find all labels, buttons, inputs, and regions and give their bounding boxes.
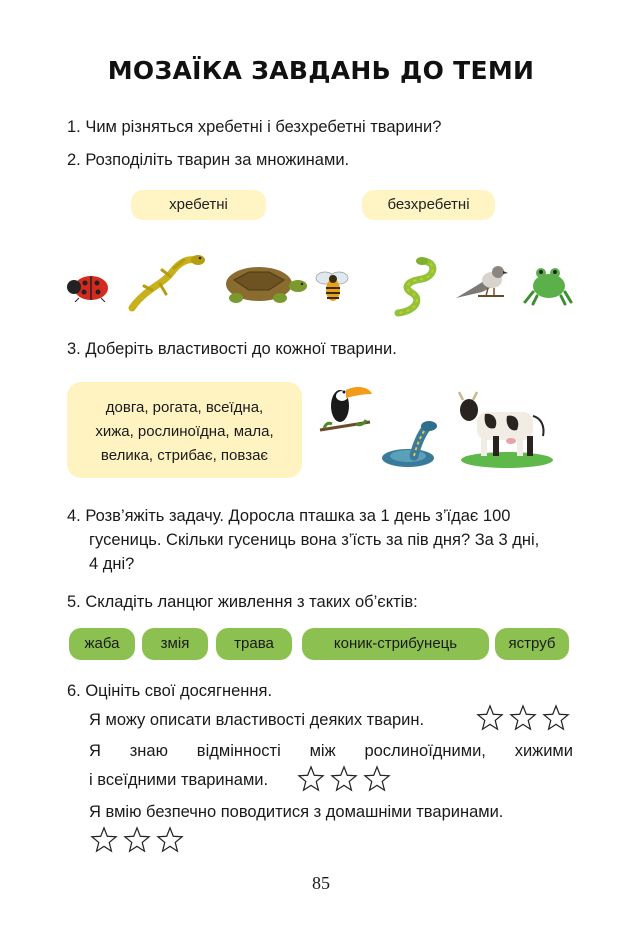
chain-item-hawk: яструб [495,628,569,660]
bird-image [452,262,508,304]
chain-item-snake: змія [142,628,208,660]
chain-item-grass: трава [216,628,292,660]
task-6: 6. Оцініть свої досягнення. [67,682,273,700]
star-icon[interactable] [123,826,151,854]
properties-line-2: хижа, рослиноїдна, мала, [95,423,274,440]
star-icon[interactable] [509,704,537,732]
properties-box [67,382,302,478]
set-vertebrates: хребетні [131,190,266,220]
star-icon[interactable] [363,765,391,793]
lizard-image [126,250,206,312]
task-5: 5. Складіть ланцюг живлення з таких об’єктів: [67,593,418,611]
chain-item-frog: жаба [69,628,135,660]
ladybug-image [65,272,111,302]
chain-item-grasshopper: коник-стрибунець [302,628,489,660]
task-3: 3. Доберіть властивості до кожної тварини. [67,340,397,358]
achievement-2-line-1: Я знаю відмінності між рослиноїдними, хижими [89,742,573,760]
properties-line-1: довга, рогата, всеїдна, [105,399,264,416]
page-number: 85 [312,873,330,893]
achievement-3: Я вмію безпечно поводитися з домашніми тваринами. [89,803,504,821]
cow-image [455,386,555,470]
properties-line-3: велика, стрибає, повзає [100,447,269,464]
achievement-2-line-2: і всеїдними тваринами. [89,771,269,789]
bee-image [311,268,353,304]
task-4-line-1: 4. Розв’яжіть задачу. Доросла пташка за 1 день з’їдає 100 [67,507,511,525]
task-4-line-2: гусениць. Скільки гусениць вона з’їсть за пів дня? За 3 дні, [89,531,540,549]
snake-image [386,255,440,317]
rating-stars-2 [297,765,391,793]
rating-stars-3 [90,826,184,854]
task-2: 2. Розподіліть тварин за множинами. [67,151,350,169]
star-icon[interactable] [156,826,184,854]
rating-stars-1 [476,704,570,732]
frog-image [523,262,573,306]
star-icon[interactable] [476,704,504,732]
task-1: 1. Чим різняться хребетні і безхребетні тварини? [67,118,442,136]
set-invertebrates: безхребетні [362,190,495,220]
page-title: МОЗАЇКА ЗАВДАНЬ ДО ТЕМИ [107,56,535,85]
cobra-image [378,418,442,470]
star-icon[interactable] [542,704,570,732]
toucan-image [316,380,374,436]
star-icon[interactable] [90,826,118,854]
star-icon[interactable] [297,765,325,793]
star-icon[interactable] [330,765,358,793]
achievement-1: Я можу описати властивості деяких тварин. [89,711,425,729]
task-4-line-3: 4 дні? [89,555,135,573]
turtle-image [214,260,308,306]
